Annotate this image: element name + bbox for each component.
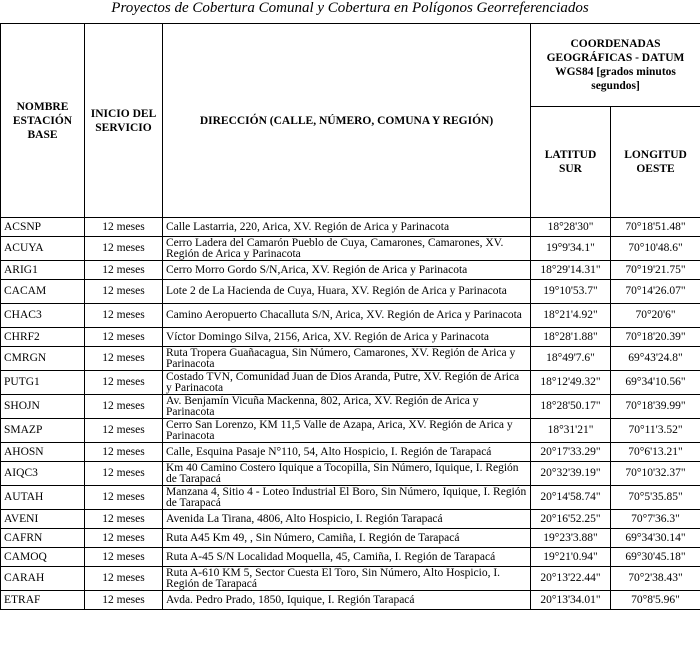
longitude-cell: 70°2'38.43"	[611, 567, 700, 591]
service-start-cell: 12 meses	[85, 510, 163, 529]
longitude-cell: 70°14'26.07"	[611, 280, 700, 304]
header-address: DIRECCIÓN (CALLE, NÚMERO, COMUNA Y REGIÓN)	[163, 24, 531, 218]
latitude-cell: 19°23'3.88"	[531, 529, 611, 548]
station-name-cell: AUTAH	[1, 486, 85, 510]
table-row	[1, 347, 700, 371]
table-row	[1, 419, 700, 443]
station-name-cell: CHAC3	[1, 304, 85, 328]
latitude-cell: 20°32'39.19"	[531, 462, 611, 486]
latitude-cell: 18°49'7.6"	[531, 347, 611, 371]
table-row	[1, 510, 700, 529]
station-name-cell: CAFRN	[1, 529, 85, 548]
table-body	[1, 218, 700, 610]
latitude-cell: 18°12'49.32"	[531, 371, 611, 395]
station-name-cell: CAMOQ	[1, 548, 85, 567]
latitude-cell: 20°13'34.01"	[531, 591, 611, 610]
latitude-cell: 18°29'14.31"	[531, 261, 611, 280]
station-name-cell: CACAM	[1, 280, 85, 304]
service-start-cell: 12 meses	[85, 529, 163, 548]
address-cell: Ruta A-45 S/N Localidad Moquella, 45, Camiña, I. Región de Tarapacá	[163, 548, 531, 567]
header-service: INICIO DEL SERVICIO	[85, 24, 163, 218]
address-cell: Víctor Domingo Silva, 2156, Arica, XV. Región de Arica y Parinacota	[163, 328, 531, 347]
table-row	[1, 304, 700, 328]
station-name-cell: CARAH	[1, 567, 85, 591]
longitude-cell: 70°6'13.21"	[611, 443, 700, 462]
header-coordinates: COORDENADAS GEOGRÁFICAS - DATUM WGS84 [grados minutos segundos]	[531, 24, 700, 107]
address-cell: Ruta A-610 KM 5, Sector Cuesta El Toro, Sin Número, Alto Hospicio, I. Región de Tarapacá	[163, 567, 531, 591]
address-cell: Cerro San Lorenzo, KM 11,5 Valle de Azapa, Arica, XV. Región de Arica y Parinacota	[163, 419, 531, 443]
table-row	[1, 443, 700, 462]
address-cell: Lote 2 de La Hacienda de Cuya, Huara, XV. Región de Arica y Parinacota	[163, 280, 531, 304]
table-row	[1, 280, 700, 304]
longitude-cell: 69°30'45.18"	[611, 548, 700, 567]
latitude-cell: 18°31'21"	[531, 419, 611, 443]
station-name-cell: AVENI	[1, 510, 85, 529]
header-latitude: LATITUD SUR	[531, 107, 611, 218]
table-row	[1, 548, 700, 567]
address-cell: Calle Lastarria, 220, Arica, XV. Región de Arica y Parinacota	[163, 218, 531, 237]
latitude-cell: 20°14'58.74"	[531, 486, 611, 510]
service-start-cell: 12 meses	[85, 371, 163, 395]
latitude-cell: 18°21'4.92"	[531, 304, 611, 328]
address-cell: Calle, Esquina Pasaje N°110, 54, Alto Hospicio, I. Región de Tarapacá	[163, 443, 531, 462]
service-start-cell: 12 meses	[85, 261, 163, 280]
table-row	[1, 591, 700, 610]
address-cell: Cerro Ladera del Camarón Pueblo de Cuya, Camarones, Camarones, XV. Región de Arica y Parinacota	[163, 237, 531, 261]
longitude-cell: 70°18'51.48"	[611, 218, 700, 237]
station-name-cell: ETRAF	[1, 591, 85, 610]
service-start-cell: 12 meses	[85, 548, 163, 567]
station-name-cell: ARIG1	[1, 261, 85, 280]
station-name-cell: ACUYA	[1, 237, 85, 261]
table-row	[1, 371, 700, 395]
longitude-cell: 70°18'39.99"	[611, 395, 700, 419]
page-title: Proyectos de Cobertura Comunal y Cobertura en Polígonos Georreferenciados	[111, 0, 589, 16]
address-cell: Ruta Tropera Guañacagua, Sin Número, Camarones, XV. Región de Arica y Parinacota	[163, 347, 531, 371]
station-name-cell: AIQC3	[1, 462, 85, 486]
service-start-cell: 12 meses	[85, 237, 163, 261]
service-start-cell: 12 meses	[85, 419, 163, 443]
service-start-cell: 12 meses	[85, 443, 163, 462]
service-start-cell: 12 meses	[85, 280, 163, 304]
latitude-cell: 19°21'0.94"	[531, 548, 611, 567]
longitude-cell: 70°7'36.3"	[611, 510, 700, 529]
longitude-cell: 70°10'48.6"	[611, 237, 700, 261]
address-cell: Km 40 Camino Costero Iquique a Tocopilla, Sin Número, Iquique, I. Región de Tarapacá	[163, 462, 531, 486]
service-start-cell: 12 meses	[85, 347, 163, 371]
stations-table	[0, 23, 700, 610]
longitude-cell: 70°8'5.96"	[611, 591, 700, 610]
table-row	[1, 462, 700, 486]
station-name-cell: SMAZP	[1, 419, 85, 443]
longitude-cell: 70°20'6"	[611, 304, 700, 328]
latitude-cell: 18°28'30"	[531, 218, 611, 237]
longitude-cell: 69°43'24.8"	[611, 347, 700, 371]
longitude-cell: 70°18'20.39"	[611, 328, 700, 347]
service-start-cell: 12 meses	[85, 567, 163, 591]
address-cell: Costado TVN, Comunidad Juan de Dios Aranda, Putre, XV. Región de Arica y Parinacota	[163, 371, 531, 395]
table-row	[1, 529, 700, 548]
header-longitude: LONGITUD OESTE	[611, 107, 700, 218]
address-cell: Av. Benjamín Vicuña Mackenna, 802, Arica, XV. Región de Arica y Parinacota	[163, 395, 531, 419]
table-row	[1, 328, 700, 347]
station-name-cell: ACSNP	[1, 218, 85, 237]
latitude-cell: 19°10'53.7"	[531, 280, 611, 304]
service-start-cell: 12 meses	[85, 591, 163, 610]
table-row	[1, 486, 700, 510]
address-cell: Cerro Morro Gordo S/N,Arica, XV. Región de Arica y Parinacota	[163, 261, 531, 280]
address-cell: Avda. Pedro Prado, 1850, Iquique, I. Región Tarapacá	[163, 591, 531, 610]
service-start-cell: 12 meses	[85, 328, 163, 347]
table-row	[1, 567, 700, 591]
longitude-cell: 70°10'32.37"	[611, 462, 700, 486]
table-header-row	[1, 24, 700, 107]
table-row	[1, 218, 700, 237]
header-station: NOMBRE ESTACIÓN BASE	[1, 24, 85, 218]
latitude-cell: 20°13'22.44"	[531, 567, 611, 591]
table-row	[1, 237, 700, 261]
latitude-cell: 18°28'50.17"	[531, 395, 611, 419]
service-start-cell: 12 meses	[85, 462, 163, 486]
service-start-cell: 12 meses	[85, 486, 163, 510]
latitude-cell: 19°9'34.1"	[531, 237, 611, 261]
longitude-cell: 69°34'30.14"	[611, 529, 700, 548]
table-row	[1, 261, 700, 280]
address-cell: Camino Aeropuerto Chacalluta S/N, Arica, XV. Región de Arica y Parinacota	[163, 304, 531, 328]
address-cell: Ruta A45 Km 49, , Sin Número, Camiña, I. Región de Tarapacá	[163, 529, 531, 548]
service-start-cell: 12 meses	[85, 395, 163, 419]
station-name-cell: PUTG1	[1, 371, 85, 395]
station-name-cell: CMRGN	[1, 347, 85, 371]
longitude-cell: 70°11'3.52"	[611, 419, 700, 443]
address-cell: Avenida La Tirana, 4806, Alto Hospicio, I. Región Tarapacá	[163, 510, 531, 529]
latitude-cell: 20°17'33.29"	[531, 443, 611, 462]
longitude-cell: 70°5'35.85"	[611, 486, 700, 510]
service-start-cell: 12 meses	[85, 218, 163, 237]
station-name-cell: AHOSN	[1, 443, 85, 462]
table-row	[1, 395, 700, 419]
longitude-cell: 69°34'10.56"	[611, 371, 700, 395]
address-cell: Manzana 4, Sitio 4 - Loteo Industrial El Boro, Sin Número, Iquique, I. Región de Tarapacá	[163, 486, 531, 510]
latitude-cell: 18°28'1.88"	[531, 328, 611, 347]
latitude-cell: 20°16'52.25"	[531, 510, 611, 529]
service-start-cell: 12 meses	[85, 304, 163, 328]
station-name-cell: CHRF2	[1, 328, 85, 347]
longitude-cell: 70°19'21.75"	[611, 261, 700, 280]
station-name-cell: SHOJN	[1, 395, 85, 419]
